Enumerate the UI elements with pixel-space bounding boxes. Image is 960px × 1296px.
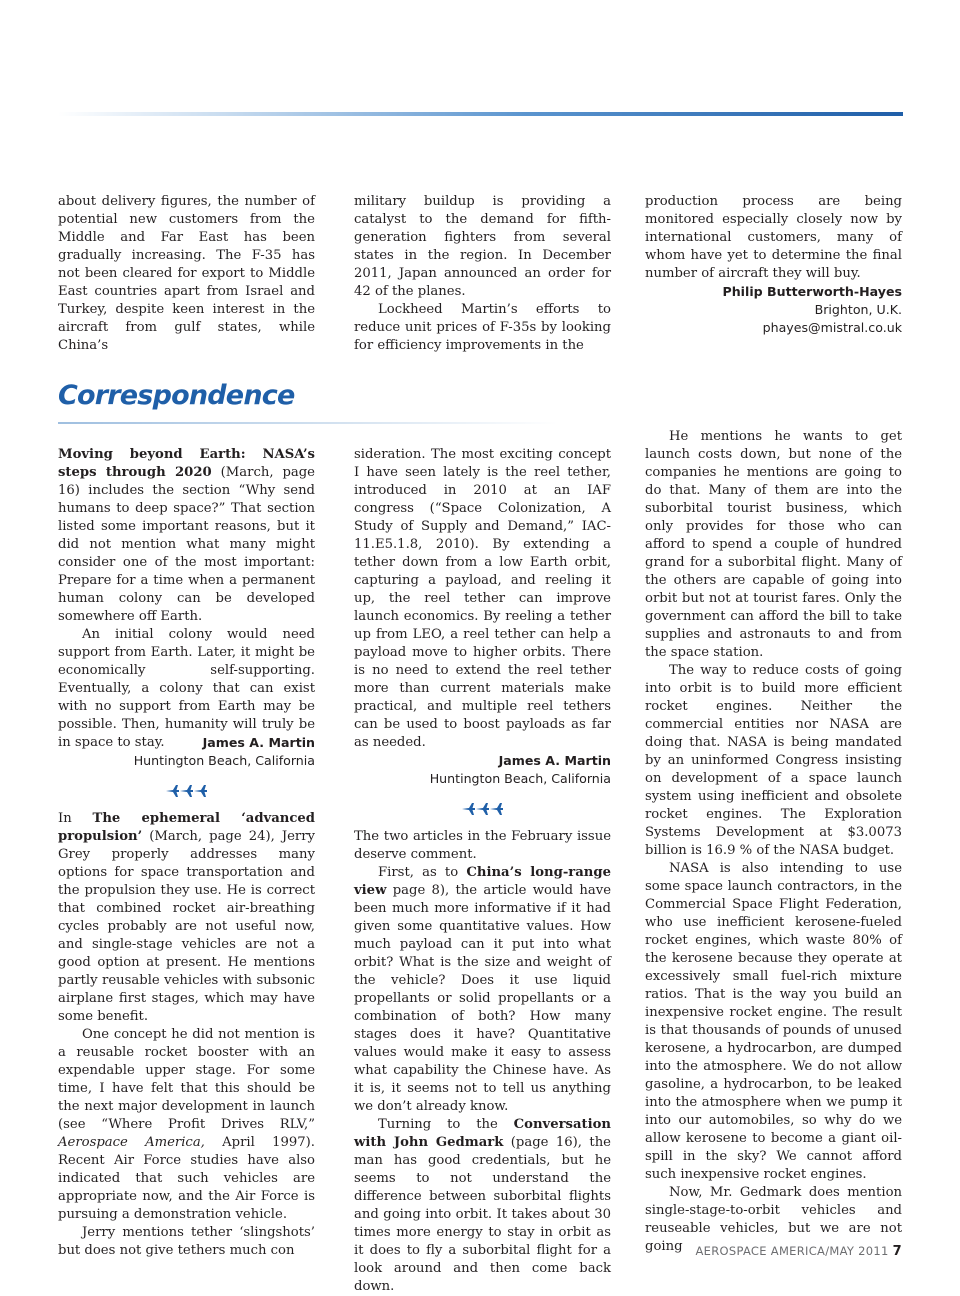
letter2-para-1	[58, 810, 315, 1026]
section-title-rule	[58, 422, 558, 424]
letter3-para-5: The way to reduce costs of going into orbit is to build more efficient rocket engines. Neither the commercial entities nor NASA are doing that. NASA is being mandated by an uninformed Congress insisting on development of a space launch system using inefficient and obsolete rocket engines. The Exploration Systems Development at $3.0073 billion is 16.9 % of the NASA budget.	[645, 663, 902, 858]
letter1-para-2-text: An initial colony would need support from Earth. Later, it might be economically self-supporting. Eventually, a colony that can exist with no support from Earth may be possible. Then, humanity will truly be in space to stay.	[58, 627, 315, 750]
letter1-para-1-text: (March, page 16) includes the section “Why send humans to deep space?” That section listed some important reasons, but it did not mention what many might consider one of the most important: Prepare for a time when a permanent human colony can be developed somewhere off Earth.	[58, 465, 315, 624]
letter2-para-3: Jerry mentions tether ‘slingshots’ but does not give tethers much con	[58, 1225, 315, 1258]
letter1-article-ref: Moving beyond Earth: NASA’s steps through 2020	[58, 447, 315, 480]
letter1-para-2	[58, 626, 315, 752]
letter3-para-4: He mentions he wants to get launch costs down, but none of the companies he mentions are going to do that. Many of them are into the suborbital tourist business, which only provides for those who can afford to spend a couple of hundred grand for a suborbital flight. Many of the others are capable of going into orbit but not at tourist fares. Only the government can afford the bill to take supplies and astronauts to and from the space station.	[645, 429, 902, 660]
letter2-para-2	[58, 1026, 315, 1224]
letter3-para-2-lead: First, as to	[378, 865, 467, 880]
letter2-para-2-lead: One concept he did not mention is a reusable rocket booster with an expendable upper stage. For some time, I have felt that this should be the next major development in launch (see “Where Profit Drives RLV,”	[58, 1027, 315, 1132]
letter2-para-1-text: (March, page 24), Jerry Grey properly addresses many options for space transportation and the propulsion they use. He is correct that combined rocket air-breathing cycles probably are not useful now, and single-stage vehicles are not a good option at present. He mentions partly reusable vehicles with subsonic airplane first stages, which may have some benefit.	[58, 829, 315, 1024]
correspondence-column-3	[645, 428, 902, 1256]
letter2-signature	[354, 752, 611, 788]
letter3-article-ref-1: China’s long-range view	[354, 865, 611, 898]
page-footer	[695, 1244, 902, 1259]
letter3-para-2	[354, 864, 611, 1116]
separator-1	[58, 784, 315, 804]
letter1-para-1	[58, 446, 315, 626]
top-col3-text: production process are being monitored especially closely now by international customers, many of whom have yet to determine the final number of aircraft they will buy.	[645, 194, 902, 281]
letter2-para-1-lead: In	[58, 811, 93, 826]
signature-email: phayes@mistral.co.uk	[762, 320, 902, 335]
letter3-para-3-text: (page 16), the man has good credentials, but he seems to not understand the difference between suborbital flights and going into orbit. It takes about 30 times more energy to stay in orbit as it does to fly a suborbital flight for a look around and then come back down.	[354, 1135, 611, 1294]
letter2-para-3-continued: sideration. The most exciting concept I have seen lately is the reel tether, introduced in 2010 at an IAF congress (“Space Colonization, A Study of Supply and Demand,” IAC-11.E5.1.8, 2010). By extending a tether down from a low Earth orbit, capturing a payload, and reeling it up, the reel tether can improve launch economics. By reeling a tether up from LEO, a reel tether can help a payload move to higher orbits. There is no need to extend the reel tether more than current materials make practical, and multiple reel tethers can be used to boost payloads as far as needed.	[354, 447, 611, 750]
letter3-para-3	[354, 1116, 611, 1296]
letter2-para-2-text: April 1997). Recent Air Force studies have also indicated that such vehicles are appropriate now, and the Air Force is pursuing a demonstration vehicle.	[58, 1135, 315, 1222]
letter2-signature-name: James A. Martin	[498, 753, 611, 768]
signature-location: Brighton, U.K.	[814, 302, 902, 317]
publication-name: AEROSPACE AMERICA/MAY 2011	[695, 1244, 889, 1258]
top-col1-text: about delivery figures, the number of potential new customers from the Middle and Far East has been gradually increasing. The F-35 has not been cleared for export to Middle East countries apart from Israel and Turkey, despite keen interest in the aircraft from gulf states, while China’s	[58, 194, 315, 353]
letter1-signature-name: James A. Martin	[202, 735, 315, 750]
letter3-article-ref-2: Conversation with John Gedmark	[354, 1117, 611, 1150]
plane-separator-icon	[165, 784, 209, 798]
top-column-1	[58, 193, 315, 355]
top-col2-para-2: Lockheed Martin’s efforts to reduce unit prices of F-35s by looking for efficiency improvements in the	[354, 302, 611, 353]
letter3-para-6: NASA is also intending to use some space launch contractors, in the Commercial Space Flight Federation, who use inefficient kerosene-fueled rocket engines, which waste 80% of the kerosene because they operate at excessively small fuel-rich mixture ratios. That is the way you build an inexpensive rocket engine. The result is that thousands of pounds of unused kerosene, a hydrocarbon, are dumped into the atmosphere. We do not allow gasoline, a hydrocarbon, to be leaked into the atmosphere when we pump it into our automobiles, so why do we allow kerosene to become a giant oil-spill in the sky? We cannot afford such inexpensive rocket engines.	[645, 861, 902, 1182]
letter3-para-2-text: page 8), the article would have been much more informative if it had given some quantitative values. How much payload can it put into what orbit? What is the size and weight of the vehicle? Does it use liquid propellants or solid propellants or a combination of both? How many stages does it have? Quantitative values would make it easy to assess what capability the Chinese have. As it is, it seems not to tell us anything we don’t already know.	[354, 883, 611, 1114]
top-column-3	[645, 193, 902, 337]
top-col2-para-1: military buildup is providing a catalyst to the demand for fifth-generation fighters from several states in the region. In December 2011, Japan announced an order for 42 of the planes.	[354, 194, 611, 299]
letter2-signature-location: Huntington Beach, California	[429, 771, 611, 786]
letter2-article-ref: The ephemeral ‘advanced propulsion’	[58, 811, 315, 844]
letter3-para-3-lead: Turning to the	[378, 1117, 514, 1132]
top-signature	[645, 283, 902, 337]
signature-name: Philip Butterworth-Hayes	[722, 284, 902, 299]
letter3-para-1: The two articles in the February issue deserve comment.	[354, 829, 611, 862]
correspondence-column-2	[354, 446, 611, 1296]
page-number: 7	[892, 1244, 902, 1259]
plane-separator-icon	[461, 802, 505, 816]
letter2-journal-title: Aerospace America,	[58, 1135, 205, 1150]
section-title: Correspondence	[58, 380, 295, 411]
letter1-signature-location: Huntington Beach, California	[133, 753, 315, 768]
top-column-2	[354, 193, 611, 355]
separator-2	[354, 802, 611, 822]
correspondence-column-1	[58, 446, 315, 1260]
header-rule	[58, 112, 903, 116]
letter3-para-7: Now, Mr. Gedmark does mention single-stage-to-orbit vehicles and reuseable vehicles, but we are not going	[645, 1185, 902, 1254]
